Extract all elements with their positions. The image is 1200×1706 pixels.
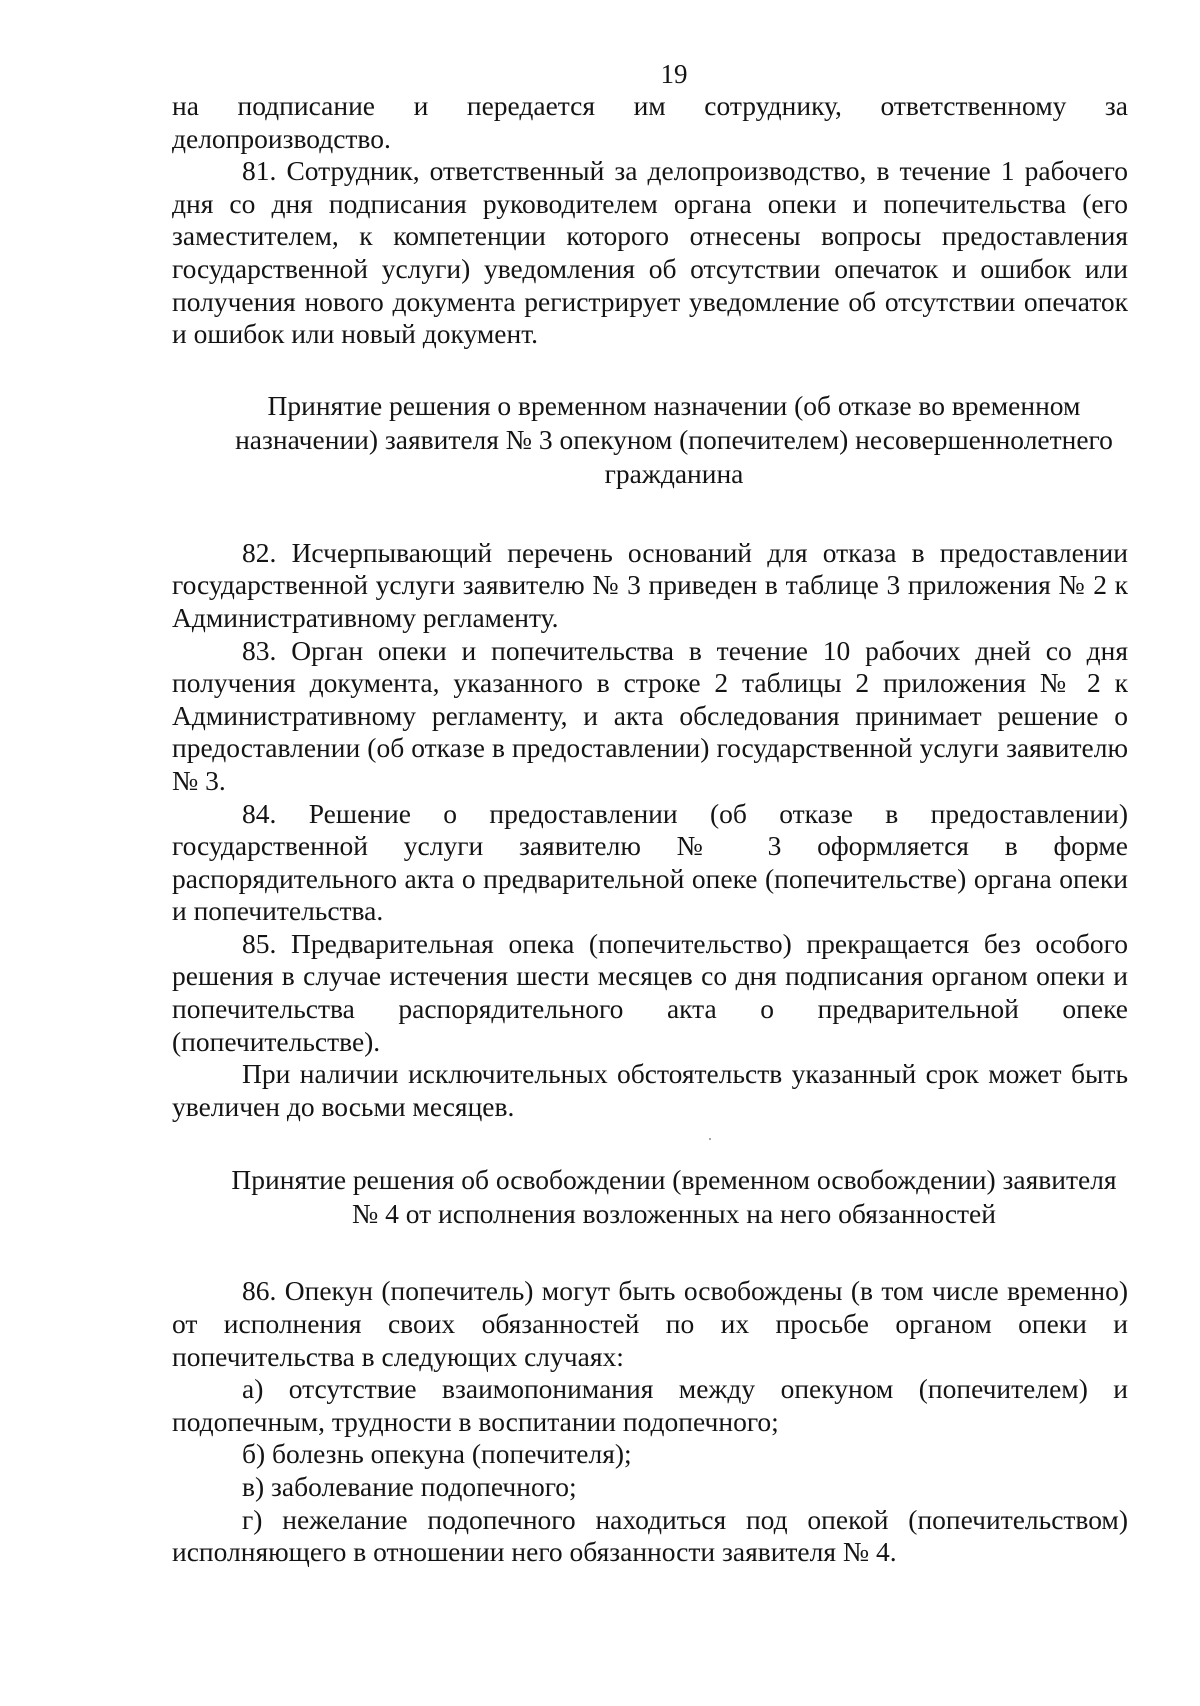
- paragraph-83: 83. Орган опеки и попечительства в течение 10 рабочих дней со дня получения документа, указанного в строке 2 таблицы 2 приложения № 2 к Административному регламенту, и акта обследования принимает решение о предоставлении (об отказе в предоставлении) государственной услуги заявителю № 3.: [172, 634, 1128, 796]
- paragraph-81: 81. Сотрудник, ответственный за делопроизводство, в течение 1 рабочего дня со дня подписания руководителем органа опеки и попечительства (его заместителем, к компетенции которого отнесены вопросы предоставления государственной услуги) уведомления об отсутствии опечаток и ошибок или получения нового документа регистрирует уведомление об отсутствии опечаток и ошибок или новый документ.: [172, 155, 1128, 350]
- paragraph-85: 85. Предварительная опека (попечительство) прекращается без особого решения в случае истечения шести месяцев со дня подписания органом опеки и попечительства распорядительного акта о предварительной опеке (попечительстве).: [172, 927, 1128, 1057]
- paragraph-continuation: на подписание и передается им сотруднику, ответственному за делопроизводство.: [172, 90, 1128, 154]
- list-item-a: а) отсутствие взаимопонимания между опекуном (попечителем) и подопечным, трудности в воспитании подопечного;: [172, 1373, 1128, 1437]
- document-page: [172, 58, 1128, 1569]
- list-item-v: в) заболевание подопечного;: [242, 1471, 577, 1502]
- paragraph-86: 86. Опекун (попечитель) могут быть освобождены (в том числе временно) от исполнения своих обязанностей по их просьбе органом опеки и попечительства в следующих случаях:: [172, 1275, 1128, 1372]
- paragraph-84: 84. Решение о предоставлении (об отказе в предоставлении) государственной услуги заявителю № 3 оформляется в форме распорядительного акта о предварительной опеке (попечительстве) органа опеки и попечительства.: [172, 797, 1128, 927]
- section-heading-release-from-duties: Принятие решения об освобождении (временном освобождении) заявителя № 4 от исполнения возложенных на него обязанностей: [231, 1164, 1117, 1230]
- list-item-b: б) болезнь опекуна (попечителя);: [242, 1438, 632, 1470]
- list-item-g: г) нежелание подопечного находиться под опекой (попечительством) исполняющего в отношении него обязанности заявителя № 4.: [172, 1503, 1128, 1568]
- section-heading-temporary-appointment: Принятие решения о временном назначении (об отказе во временном назначении) заявителя № 3 опекуном (попечителем) несовершеннолетнего гражданина: [235, 389, 1113, 489]
- paragraph-85-extension: При наличии исключительных обстоятельств указанный срок может быть увеличен до восьми месяцев.: [172, 1058, 1128, 1122]
- scan-speck: [709, 1138, 711, 1140]
- page-number: 19: [660, 59, 688, 89]
- paragraph-82: 82. Исчерпывающий перечень оснований для отказа в предоставлении государственной услуги заявителю № 3 приведен в таблице 3 приложения № 2 к Административному регламенту.: [172, 536, 1128, 633]
